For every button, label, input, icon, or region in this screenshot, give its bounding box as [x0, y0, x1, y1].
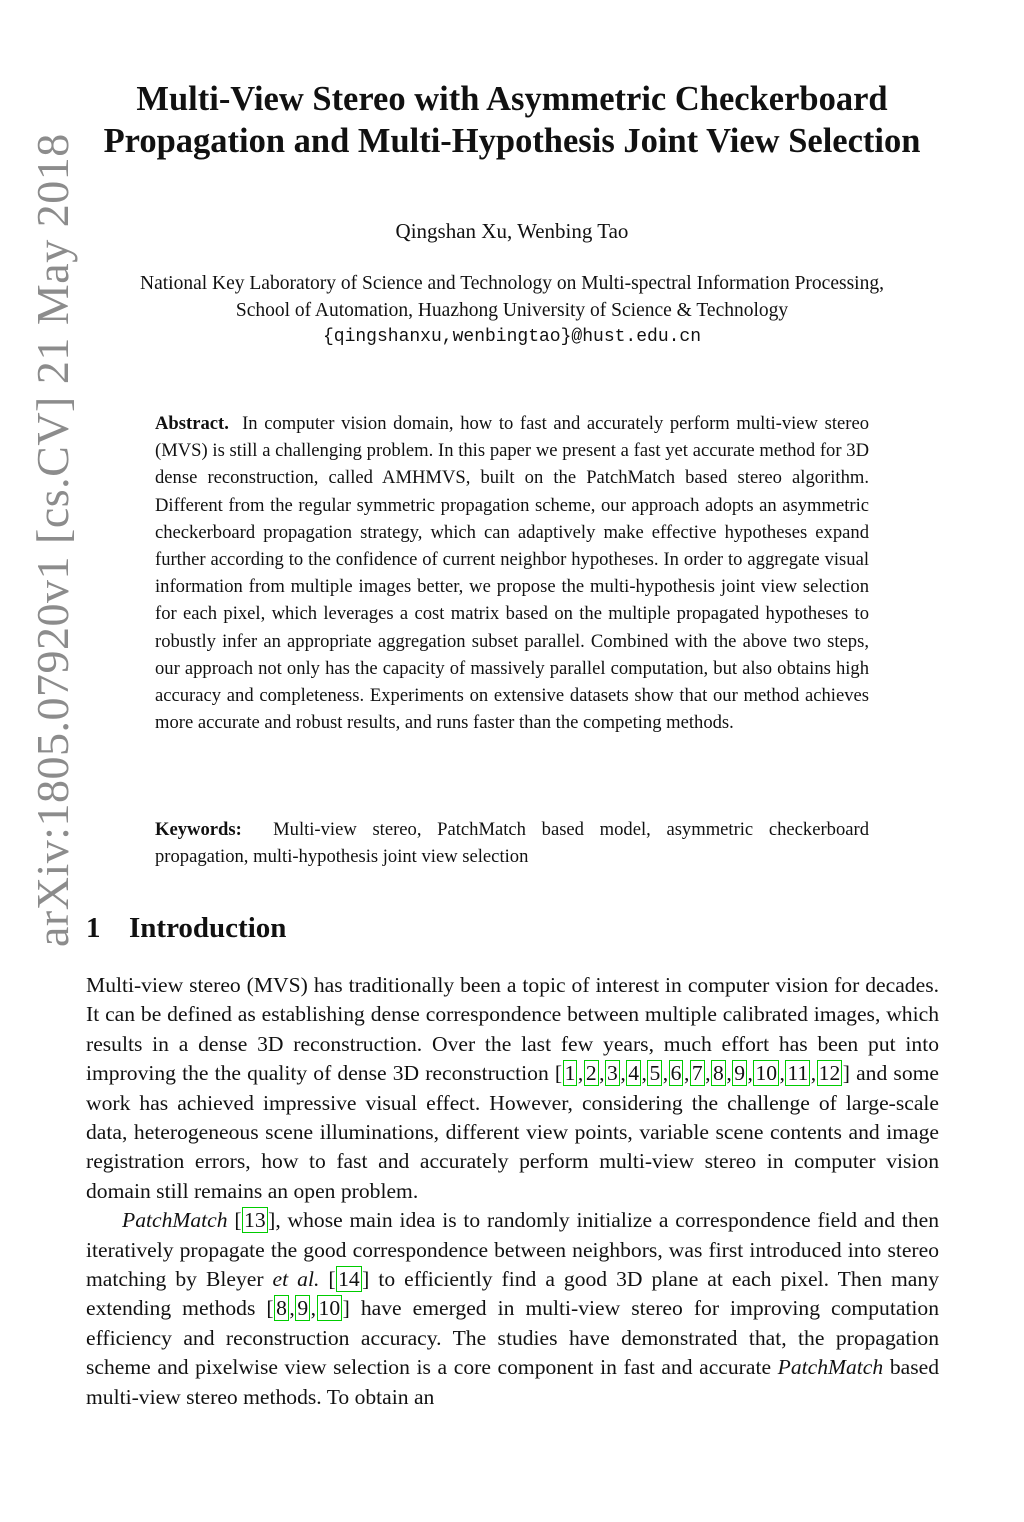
citation-link[interactable]: 11	[787, 1061, 809, 1086]
intro-p1-text-a: Multi-view stereo (MVS) has traditionally been a topic of interest in computer vision for decades. It can be defined as establishing dense correspondence between multiple calibrated images, which results in a dense 3D reconstruction. Over the last few years, much effort has been put into improving the the quality of dense 3D reconstruction	[86, 973, 939, 1086]
citation-link[interactable]: 5	[649, 1061, 661, 1086]
citation-group-1: [ 1 , 2 , 3 , 4 , 5 , 6 , 7 , 8 , 9 , 10 , 11 , 12 ]	[554, 1061, 850, 1086]
citation-link[interactable]: 13	[244, 1208, 266, 1233]
intro-p2-text-b: to efficiently find a good 3D plane at each pixel. Then many extending methods	[86, 1267, 939, 1321]
section-title: Introduction	[129, 912, 287, 944]
title-line-2: Propagation and Multi-Hypothesis Joint View Selection	[103, 122, 921, 160]
citation-link[interactable]: 6	[670, 1061, 682, 1086]
intro-p2-text-d: based multi-view stereo methods. To obtain an	[86, 1355, 939, 1409]
citation-link[interactable]: 12	[818, 1061, 841, 1086]
citation-link[interactable]: 9	[297, 1296, 309, 1321]
abstract-label: Abstract.	[155, 413, 229, 434]
affiliation-line-1: National Key Laboratory of Science and Technology on Multi-spectral Information Processing,	[140, 273, 884, 294]
citation-link[interactable]: 9	[734, 1061, 746, 1086]
author-list: Qingshan Xu, Wenbing Tao	[395, 219, 629, 243]
intro-paragraph-1	[86, 971, 939, 1206]
abstract-text: In computer vision domain, how to fast and accurately perform multi-view stereo (MVS) is still a challenging problem. In this paper we present a fast yet accurate method for 3D dense reconstruction, called AMHMVS, built on the PatchMatch based stereo algorithm. Different from the regular symmetric propagation scheme, our approach adopts an asymmetric checkerboard propagation strategy, which can adaptively make effective hypotheses expand further according to the confidence of current neighbor hypotheses. In order to aggregate visual information from multiple images better, we propose the multi-hypothesis joint view selection for each pixel, which leverages a cost matrix based on the multiple propagated hypotheses to robustly infer an appropriate aggregation subset parallel. Combined with the above two steps, our approach not only has the capacity of massively parallel computation, but also obtains high accuracy and completeness. Experiments on extensive datasets show that our method achieves more accurate and robust results, and runs faster than the competing methods.	[155, 413, 870, 734]
citation-link[interactable]: 10	[318, 1296, 341, 1321]
affiliation	[60, 270, 964, 351]
citation-link[interactable]: 7	[691, 1061, 703, 1086]
abstract	[155, 410, 869, 736]
citation-14: [ 14 ]	[328, 1267, 370, 1292]
keywords-text: Multi-view stereo, PatchMatch based model, asymmetric checkerboard propagation, multi-hypothesis joint view selection	[155, 819, 869, 868]
citation-13: [ 13 ]	[234, 1208, 276, 1233]
patchmatch-term-2: PatchMatch	[777, 1355, 884, 1380]
keywords-label: Keywords:	[155, 819, 242, 840]
citation-link[interactable]: 14	[338, 1267, 360, 1292]
citation-link[interactable]: 10	[755, 1061, 778, 1086]
section-number: 1	[86, 912, 101, 944]
intro-p2-text-c: have emerged in multi-view stereo for improving computation efficiency and reconstruction accuracy. The studies have demonstrated that, the propagation scheme and pixelwise view selection is a core component in fast and accurate	[86, 1296, 940, 1380]
paper-title	[60, 78, 964, 162]
intro-p2-text-a: , whose main idea is to randomly initialize a correspondence field and then iteratively propagate the good correspondence between neighbors, was first introduced into stereo matching by Bleyer	[86, 1208, 939, 1292]
citation-link[interactable]: 8	[276, 1296, 287, 1321]
intro-paragraph-2	[86, 1206, 939, 1412]
patchmatch-term: PatchMatch	[122, 1208, 228, 1233]
title-line-1: Multi-View Stereo with Asymmetric Checkerboard	[136, 80, 888, 118]
arxiv-identifier: arXiv:1805.07920v1 [cs.CV] 21 May 2018	[27, 133, 78, 947]
citation-link[interactable]: 1	[564, 1061, 576, 1086]
intro-p1-text-b: and some work has achieved impressive visual effect. However, considering the challenge of large-scale data, heterogeneous scene illuminations, different view points, variable scene contents and image registration errors, how to fast and accurately perform multi-view stereo in computer vision domain still remains an open problem.	[86, 1061, 939, 1203]
section-heading	[86, 912, 286, 945]
citation-link[interactable]: 2	[585, 1061, 597, 1086]
citation-link[interactable]: 8	[713, 1061, 724, 1086]
citation-group-2: [ 8 , 9 , 10 ]	[266, 1296, 350, 1321]
et-al-text: et al.	[272, 1267, 320, 1292]
keywords	[155, 816, 869, 870]
intro-body	[86, 971, 939, 1412]
citation-link[interactable]: 4	[628, 1061, 640, 1086]
author-email[interactable]: {qingshanxu,wenbingtao}@hust.edu.cn	[322, 327, 702, 347]
affiliation-line-2: School of Automation, Huazhong University of Science & Technology	[235, 300, 789, 321]
citation-link[interactable]: 3	[607, 1061, 618, 1086]
